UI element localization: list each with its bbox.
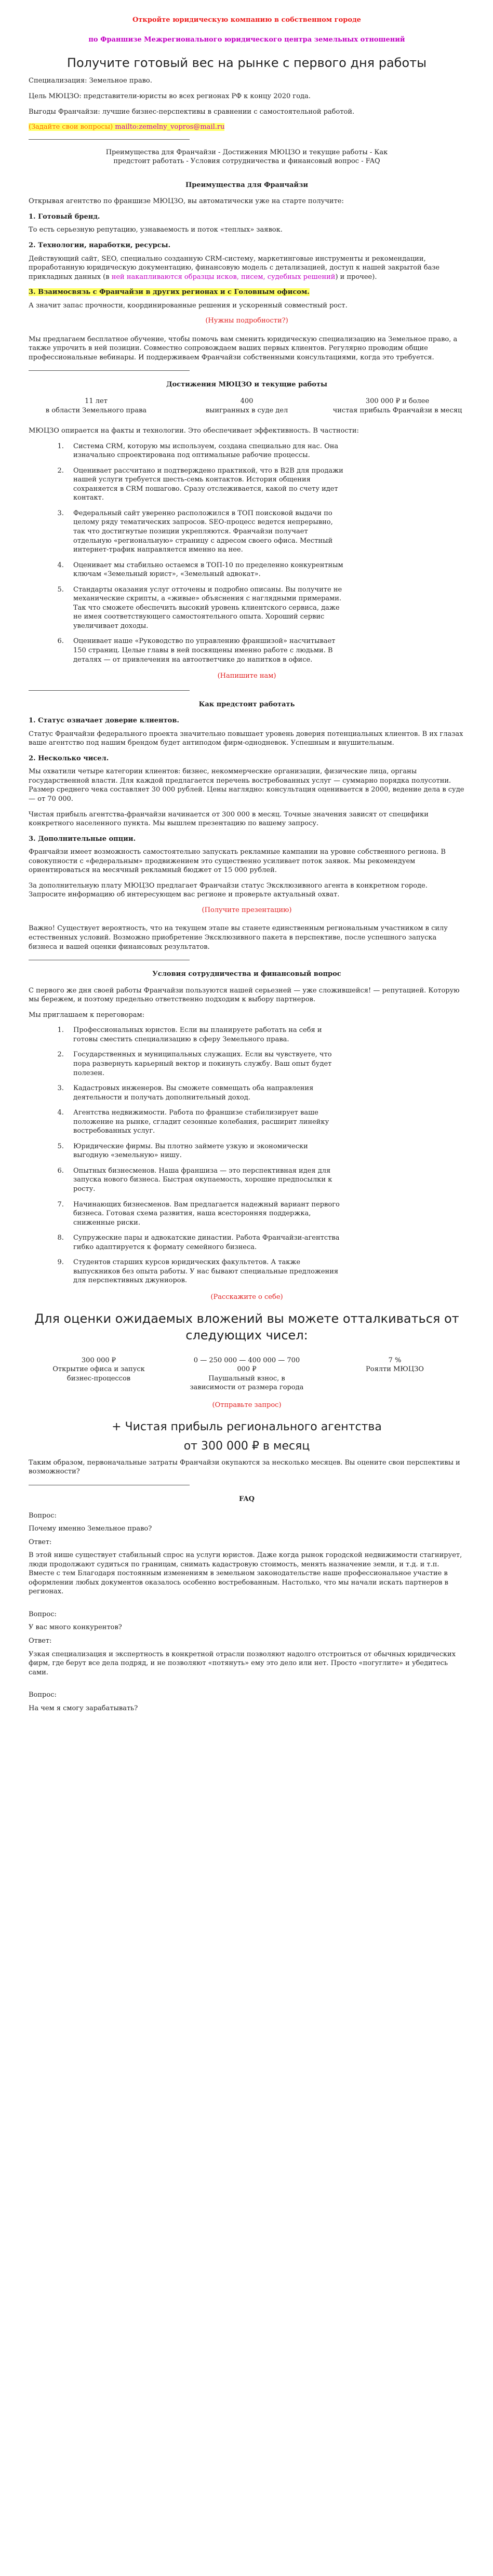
stat-cases: 400 выигранных в суде дел xyxy=(205,397,288,414)
list-item: 2. Государственных и муниципальных служащих. Если вы чувствуете, что пора развернуть карьерный вектор и покинуть службу. Ваш опыт будет полезен. xyxy=(66,1050,343,1078)
stat-office: 300 000 ₽ Открытие офиса и запуск бизнес-процессов xyxy=(52,1356,145,1383)
faq-answer: В этой нише существует стабильный спрос на услуги юристов. Даже когда рынок городской недвижимости стагнирует, люди продолжают судиться по границам, снимать кадастровую стоимость, менять назначение земли, и т.д. и т.п. Вместе с тем Благодаря постоянным изменениям в земельном законодательстве наше профессиональное участие в оформлении любых документов оказалось особенно востребованным. Настолько, что мы начали искать партнеров в регионах. xyxy=(29,1551,462,1596)
investment-stats xyxy=(39,1356,455,1392)
divider xyxy=(29,370,190,371)
write-us-link[interactable]: (Напишите нам) xyxy=(217,672,276,680)
important-note: Важно! Существует вероятность, что на текущем этапе вы станете единственным региональным участником в силу естественных условий. Возможно приобретение Эксклюзивного пакета в перспективе, после успешного запуска бизнеса и вашей оценки финансовых результатов. xyxy=(29,924,448,951)
content-column xyxy=(29,16,465,1713)
howto-1-text: Статус Франчайзи федерального проекта значительно повышает уровень доверия потенциальных клиентов. В их глазах ваше агентство под нашим брендом будет антиподом фирм-однодневок. Успешным и внушительным. xyxy=(29,730,463,747)
list-item: 2. Оценивает рассчитано и подтверждено практикой, что в B2B для продажи нашей услуги требуется шесть-семь контактов. История общения сохраняется в CRM пошагово. Сразу отслеживается, какой по счету идет контакт. xyxy=(66,466,343,503)
terms-invite: Мы приглашаем к переговорам: xyxy=(29,1011,145,1019)
list-item: 7. Начинающих бизнесменов. Вам предлагается надежный вариант первого бизнеса. Готовая схема развития, наша всесторонняя поддержка, сниженные риски. xyxy=(66,1200,343,1228)
nav-faq[interactable]: FAQ xyxy=(365,157,380,166)
divider xyxy=(29,690,190,691)
faq-item: Вопрос: Почему именно Земельное право? Ответ: В этой нише существует стабильный спрос на услуги юристов. Даже когда рынок городской недвижимости стагнирует, люди продолжают судиться по границам, снимать кадастровую стоимость, менять назначение земли, и т.д. и т.п. Вместе с тем Благодаря постоянным изменениям в земельном законодательстве наше профессиональное участие в оформлении любых документов оказалось особенно востребованным. Настолько, что мы начали искать партнеров в регионах. xyxy=(29,1511,465,1596)
faq-item: Вопрос: У вас много конкурентов? Ответ: Узкая специализация и экспертность в конкретной отрасли позволяют надолго отстроиться от обычных юридических фирм, где берут все дела подряд, и не позволяют «потянуть» ему это дело или нет. Просто «погуглите» и убедитесь сами. xyxy=(29,1610,465,1677)
list-item: 5. Стандарты оказания услуг отточены и подробно описаны. Вы получите не механические скрипты, а «живые» объяснения с наглядными примерами. Так что сможете обеспечить высокий уровень клиентского сервиса, даже не имея соответствующего самостоятельного опыта. Хороший сервис увеличивает доходы. xyxy=(66,585,343,631)
database-link[interactable]: ней накапливаются образцы исков, писем, судебных решений xyxy=(111,273,336,281)
faq-question: Почему именно Земельное право? xyxy=(29,1525,152,1533)
tell-about-yourself-link[interactable]: (Расскажите о себе) xyxy=(210,1293,283,1301)
list-item: 6. Опытных бизнесменов. Наша франшиза — это перспективная идея для запуска нового бизнеса. Быстрая окупаемость, хорошие предпосылки к росту. xyxy=(66,1166,343,1194)
howto-2-text-a: Мы охватили четыре категории клиентов: бизнес, некоммерческие организации, физические лица, органы государственной власти. Для каждой предлагается перечень востребованных услуг — суммарно порядка полусотни. Размер среднего чека составляет 30 000 рублей. Цены наглядно: консультация оценивается в 2000, ведение дела в суде — от 70 000. xyxy=(29,768,464,803)
feature-2-title: 2. Технологии, наработки, ресурсы. xyxy=(29,241,171,249)
goal-text: Цель МЮЦЗО: представители-юристы во всех регионах РФ к концу 2020 года. xyxy=(29,92,311,101)
faq-item: Вопрос: На чем я смогу зарабатывать? xyxy=(29,1691,465,1713)
ask-questions-link[interactable]: (Задайте свои вопросы) xyxy=(29,123,113,131)
advantages-intro: Открывая агентство по франшизе МЮЦЗО, вы автоматически уже на старте получите: xyxy=(29,197,344,206)
top-link-franchise[interactable]: по Франшизе Межрегионального юридического центра земельных отношений xyxy=(88,35,405,44)
presentation-link[interactable]: (Получите презентацию) xyxy=(202,906,292,914)
achievements-intro: МЮЦЗО опирается на факты и технологии. Это обеспечивает эффективность. В частности: xyxy=(29,427,359,435)
benefits-text: Выгоды Франчайзи: лучшие бизнес-перспективы в сравнении с самостоятельной работой. xyxy=(29,108,355,116)
achievements-list xyxy=(29,442,465,664)
email-link[interactable]: mailto:zemelny_vopros@mail.ru xyxy=(115,123,225,131)
advantages-title: Преимущества для Франчайзи xyxy=(185,181,309,189)
list-item: 1. Профессиональных юристов. Если вы планируете работать на себя и готовы сместить специализацию в сферу Земельного права. xyxy=(66,1026,343,1044)
list-item: 3. Федеральный сайт уверенно расположился в ТОП поисковой выдачи по целому ряду тематических запросов. SEO-процесс ведется непрерывно, так что достигнутые позиции укрепляются. Франчайзи получает отдельную «региональную» страницу с адресом своего офиса. Местный интернет-трафик направляется именно на нее. xyxy=(66,509,343,555)
howto-2-title: 2. Несколько чисел. xyxy=(29,754,109,762)
howto-1-title: 1. Статус означает доверие клиентов. xyxy=(29,717,179,725)
list-item: 4. Агентства недвижимости. Работа по франшизе стабилизирует ваше положение на рынке, сгладит сезонные колебания, расширит линейку востребованных услуг. xyxy=(66,1108,343,1136)
list-item: 1. Система CRM, которую мы используем, создана специально для нас. Она изначально спроектирована под оптимальные рабочие процессы. xyxy=(66,442,343,460)
achievements-title: Достижения МЮЦЗО и текущие работы xyxy=(166,381,328,389)
howto-3-text-b: За дополнительную плату МЮЦЗО предлагает Франчайзи статус Эксклюзивного агента в конкретном городе. Запросите информацию об интересующем вас регионе и проверьте актуальный охват. xyxy=(29,881,428,899)
list-item: 5. Юридические фирмы. Вы плотно займете узкую и экономически выгодную «земельную» нишу. xyxy=(66,1142,343,1160)
howto-3-text-a: Франчайзи имеет возможность самостоятельно запускать рекламные кампании на уровне собственного региона. В совокупности с «федеральным» продвижением это существенно усиливает поток заявок. Мы рекомендуем ориентироваться на месячный рекламный бюджет от 15 000 рублей. xyxy=(29,848,446,875)
howto-3-title: 3. Дополнительные опции. xyxy=(29,835,136,843)
training-offer: Мы предлагаем бесплатное обучение, чтобы помочь вам сменить юридическую специализацию на Земельное право, а также упрочить в ней позиции. Совместно сопровождаем ваших первых клиентов. Регулярно проводим общие профессиональные вебинары. И поддерживаем Франчайзи собственными консультациями, когда это требуется. xyxy=(29,335,458,361)
stat-years: 11 лет в области Земельного права xyxy=(45,397,147,414)
feature-3-title: 3. Взаимосвязь с Франчайзи в других регионах и с Головным офисом. xyxy=(29,288,310,297)
feature-1-title: 1. Готовый бренд. xyxy=(29,212,100,221)
achievement-stats xyxy=(29,397,465,415)
contact-line xyxy=(29,123,465,132)
terms-intro: С первого же дня своей работы Франчайзи пользуются нашей серьезней — уже сложившейся! — репутацией. Которую мы бережем, и поэтому предельно ответственно подходим к выбору партнеров. xyxy=(29,986,460,1004)
feature-3-text: А значит запас прочности, координированные решения и ускоренный совместный рост. xyxy=(29,301,348,310)
feature-2-text: Действующий сайт, SEO, специально созданную CRM-систему, маркетинговые инструменты и рекомендации, проработанную юридическую документацию, финансовую модель с детализацией, доступ к нашей закрытой базе прикладных данных (в ней накапливаются образцы исков, писем, судебных решений) и прочее). xyxy=(29,254,440,281)
howto-2-text-b: Чистая прибыль агентства-франчайзи начинается от 300 000 в месяц. Точные значения зависят от специфики конкретного населенного пункта. Мы вышлем презентацию по вашему запросу. xyxy=(29,810,429,828)
list-item: 6. Оценивает наше «Руководство по управлению франшизой» насчитывает 150 страниц. Целые главы в ней посвящены именно работе с людьми. В деталях — от привлечения на автоответчике до напитков в офисе. xyxy=(66,637,343,664)
list-item: 8. Супружеские пары и адвокатские династии. Работа Франчайзи-агентства гибко адаптируется к формату семейного бизнеса. xyxy=(66,1233,343,1252)
specialization-text: Специализация: Земельное право. xyxy=(29,77,152,85)
howto-title: Как предстоит работать xyxy=(198,700,295,708)
nav-achievements[interactable]: Достижения МЮЦЗО и текущие работы xyxy=(222,148,368,156)
top-link-open-company[interactable]: Откройте юридическую компанию в собственном городе xyxy=(132,16,361,24)
section-navigation: Преимущества для Франчайзи - Достижения МЮЦЗО и текущие работы - Как предстоит работать - Условия сотрудничества и финансовый вопрос - FAQ xyxy=(105,148,388,166)
list-item: 3. Кадастровых инженеров. Вы сможете совмещать оба направления деятельности и получать дополнительный доход. xyxy=(66,1084,343,1102)
feature-1-text: То есть серьезную репутацию, узнаваемость и поток «теплых» заявок. xyxy=(29,226,283,234)
page-title: Получите готовый вес на рынке с первого дня работы xyxy=(66,56,427,71)
investment-summary: Таким образом, первоначальные затраты Франчайзи окупаются за несколько месяцев. Вы оцените свои перспективы и возможности? xyxy=(29,1458,460,1476)
stat-lump-sum: 0 — 250 000 — 400 000 — 700 000 ₽ Паушальный взнос, в зависимости от размера города xyxy=(190,1356,304,1392)
details-link[interactable]: (Нужны подробности?) xyxy=(205,317,288,325)
send-request-link[interactable]: (Отправьте запрос) xyxy=(212,1401,282,1409)
faq-question: На чем я смогу зарабатывать? xyxy=(29,1704,138,1712)
partners-list xyxy=(29,1026,465,1285)
terms-title: Условия сотрудничества и финансовый вопрос xyxy=(152,970,341,978)
investment-title: Для оценки ожидаемых вложений вы можете отталкиваться от следующих чисел: xyxy=(34,1311,459,1343)
list-item: 9. Студентов старших курсов юридических факультетов. А также выпускников без опыта работы. У нас бывают специальные предложения для перспективных джуниоров. xyxy=(66,1258,343,1285)
nav-terms[interactable]: Условия сотрудничества и финансовый вопрос xyxy=(190,157,359,166)
profit-line-1: + Чистая прибыль регионального агентства xyxy=(112,1420,382,1433)
faq-title: FAQ xyxy=(239,1495,255,1504)
faq-answer: Узкая специализация и экспертность в конкретной отрасли позволяют надолго отстроиться от обычных юридических фирм, где берут все дела подряд, и не позволяют «потянуть» ему это дело или нет. Просто «погуглите» и убедитесь сами. xyxy=(29,1650,456,1676)
faq-question: У вас много конкурентов? xyxy=(29,1624,122,1632)
profit-line-2: от 300 000 ₽ в месяц xyxy=(183,1440,310,1453)
stat-royalty: 7 % Роялти МЮЦЗО xyxy=(366,1356,424,1374)
divider xyxy=(29,139,190,140)
nav-howto[interactable]: Как предстоит работать xyxy=(113,148,388,166)
nav-advantages[interactable]: Преимущества для Франчайзи xyxy=(105,148,216,156)
list-item: 4. Оценивает мы стабильно остаемся в ТОП-10 по пределенно конкурентным ключам «Земельный юрист», «Земельный адвокат». xyxy=(66,561,343,579)
stat-profit: 300 000 ₽ и более чистая прибыль Франчайзи в месяц xyxy=(332,397,462,414)
